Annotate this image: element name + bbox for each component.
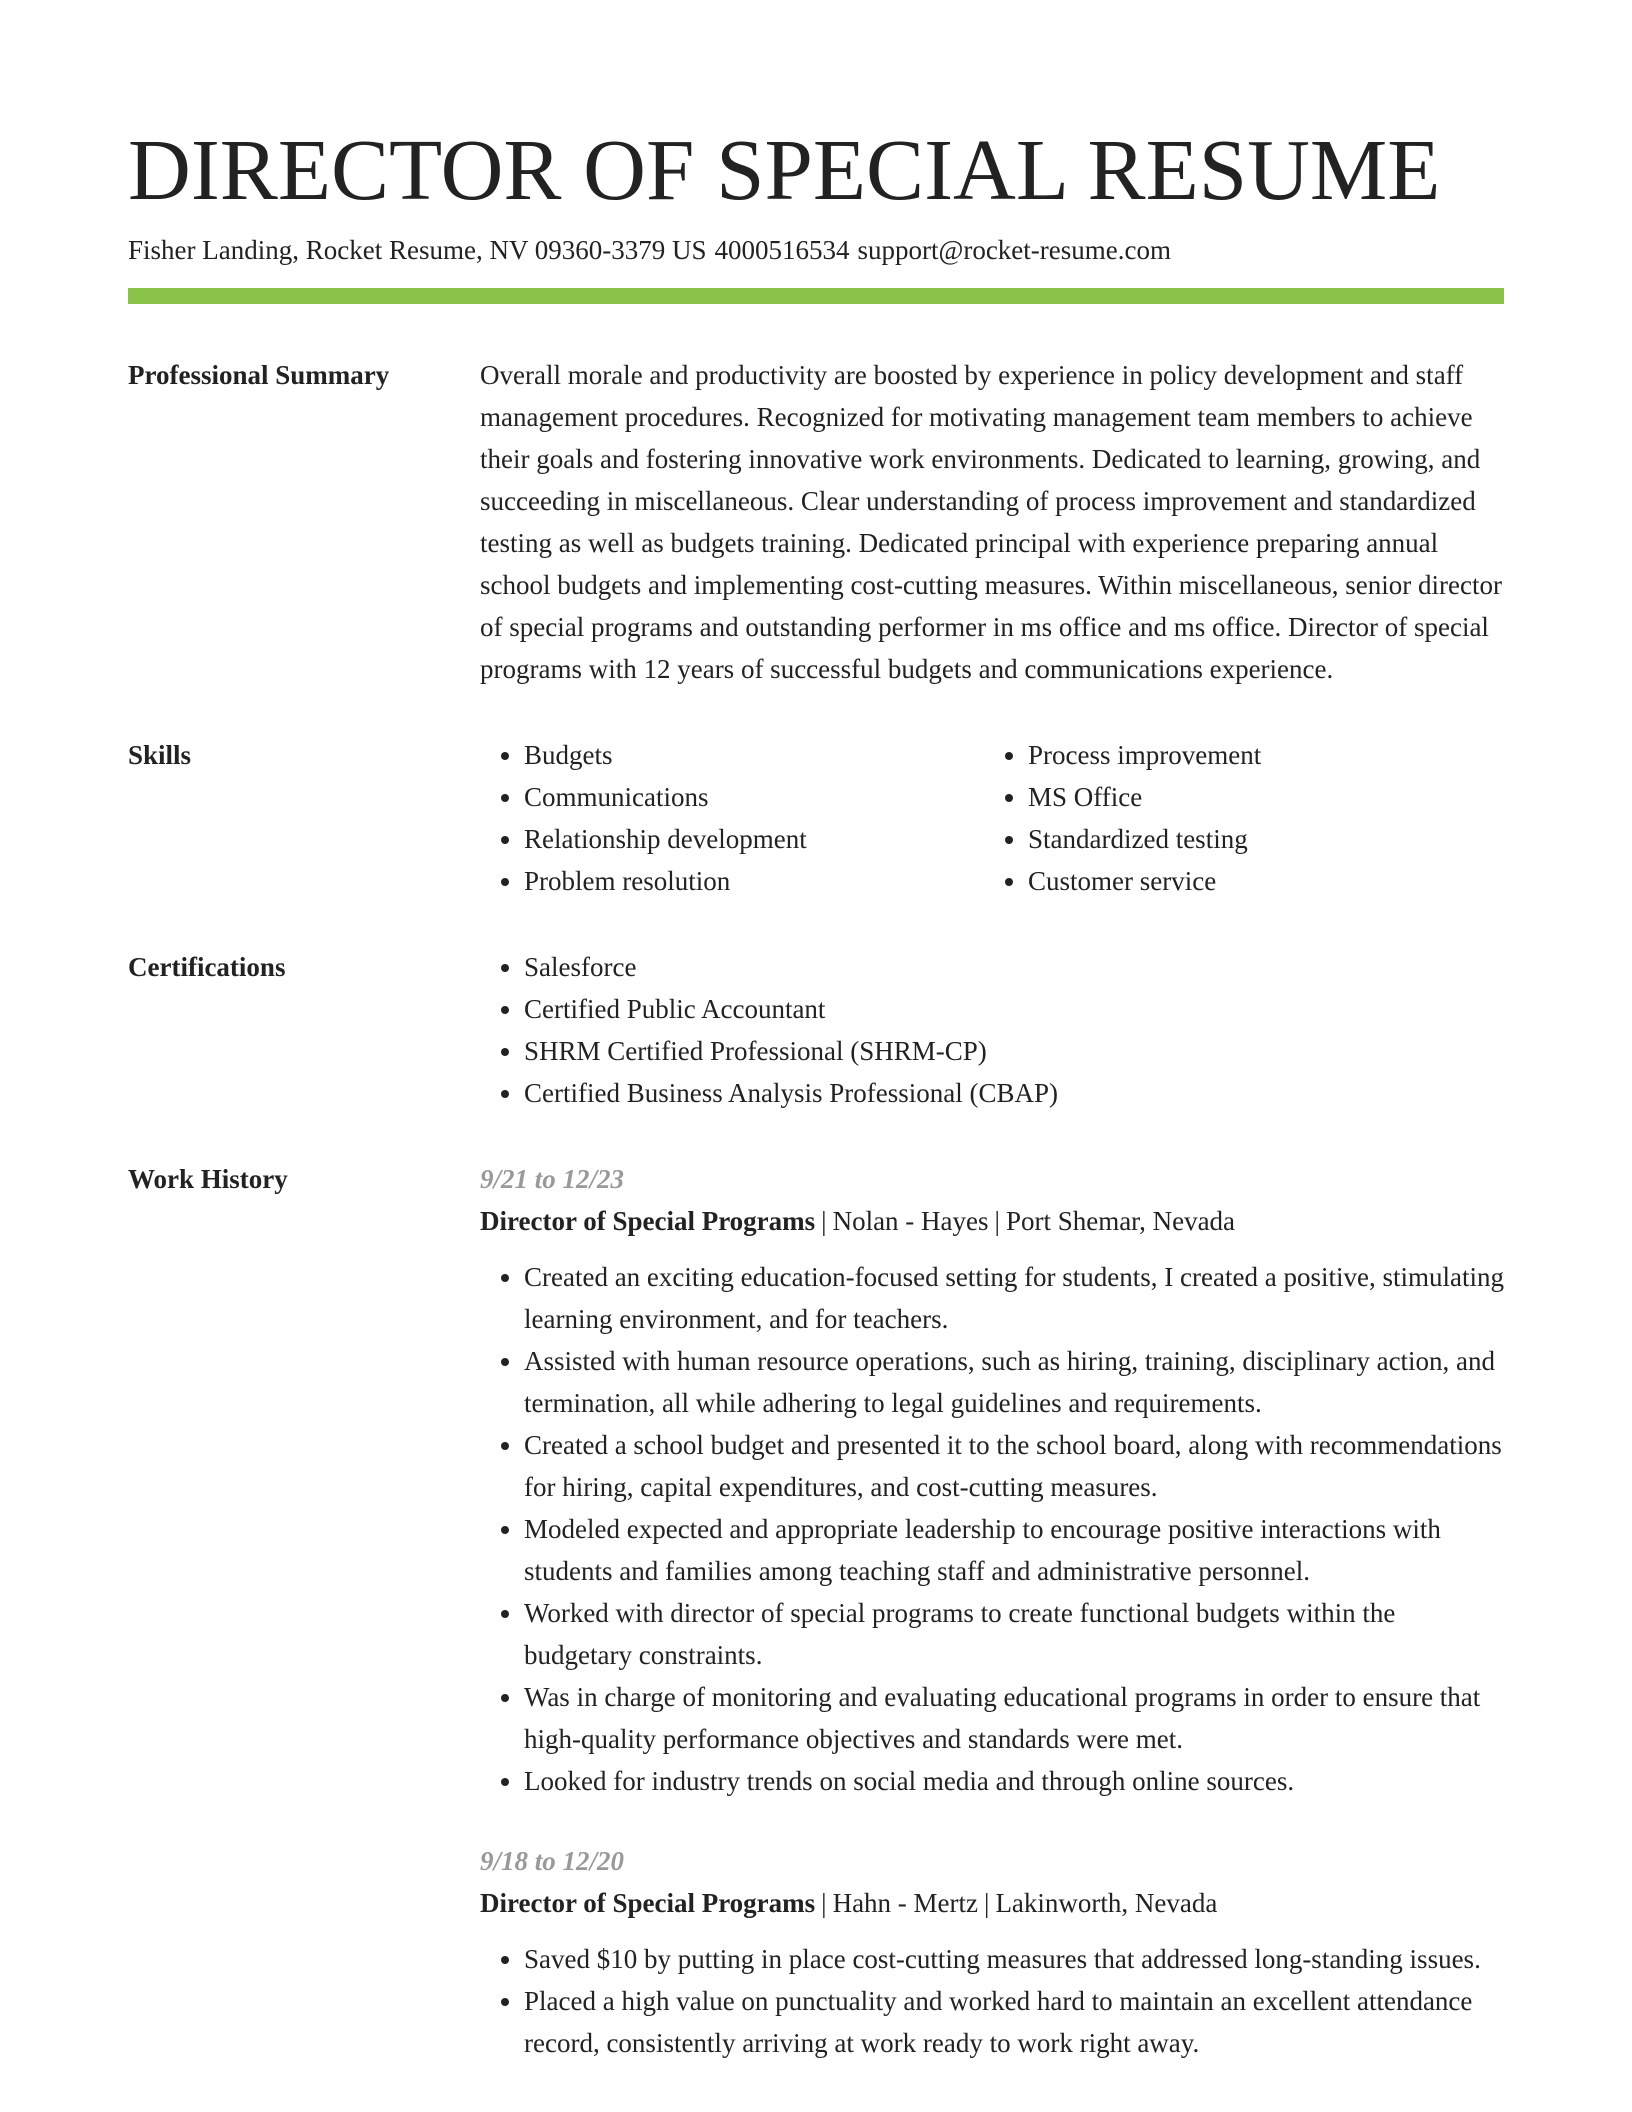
job-location: Port Shemar, Nevada <box>1005 1206 1236 1236</box>
job-location: Lakinworth, Nevada <box>995 1888 1218 1918</box>
contact-email: support@rocket-resume.com <box>857 235 1171 265</box>
job-title: Director of Special Programs <box>480 1888 816 1918</box>
summary-section <box>128 354 1504 690</box>
skill-item: • Process improvement <box>1028 734 1504 776</box>
job-duty-item: • Assisted with human resource operations, such as hiring, training, disciplinary action, and termination, all while adhering to legal guidelines and requirements. <box>524 1340 1504 1424</box>
certification-item: • Certified Business Analysis Professional (CBAP) <box>524 1072 1504 1114</box>
job-entry <box>480 1158 1504 1802</box>
job-heading <box>480 1200 1504 1242</box>
job-entry <box>480 1840 1504 2064</box>
work-history-section <box>128 1158 1504 2064</box>
job-separator: | <box>994 1206 1000 1236</box>
certifications-body <box>480 946 1504 1114</box>
summary-text: Overall morale and productivity are boosted by experience in policy development and staff management procedures. Recognized for motivating management team members to achieve their goals and fostering innovative work environments. Dedicated to learning, growing, and succeeding in miscellaneous. Clear understanding of process improvement and standardized testing as well as budgets training. Dedicated principal with experience preparing annual school budgets and implementing cost-cutting measures. Within miscellaneous, senior director of special programs and outstanding performer in ms office and ms office. Director of special programs with 12 years of successful budgets and communications experience. <box>480 360 1502 684</box>
job-dates: 9/21 to 12/23 <box>480 1164 625 1194</box>
job-duty-item: • Worked with director of special programs to create functional budgets within the budgetary constraints. <box>524 1592 1504 1676</box>
skill-item: • Relationship development <box>524 818 984 860</box>
skills-list-right <box>984 734 1504 902</box>
job-dates: 9/18 to 12/20 <box>480 1846 625 1876</box>
contact-address: Fisher Landing, Rocket Resume, NV 09360-3379 US <box>128 235 707 265</box>
skills-section <box>128 734 1504 902</box>
work-history-label: Work History <box>128 1164 288 1194</box>
contact-line <box>128 232 1504 268</box>
job-duties-list <box>480 1938 1504 2064</box>
work-history-body <box>480 1158 1504 2064</box>
certifications-section <box>128 946 1504 1114</box>
certification-item: • Certified Public Accountant <box>524 988 1504 1030</box>
job-title: Director of Special Programs <box>480 1206 816 1236</box>
job-separator: | <box>984 1888 990 1918</box>
skill-item: • Budgets <box>524 734 984 776</box>
skills-label: Skills <box>128 740 192 770</box>
certification-item: • Salesforce <box>524 946 1504 988</box>
contact-phone: 4000516534 <box>714 235 850 265</box>
resume-page <box>128 120 1504 2064</box>
job-separator: | <box>821 1206 827 1236</box>
job-duty-item: • Created an exciting education-focused setting for students, I created a positive, stimulating learning environment, and for teachers. <box>524 1256 1504 1340</box>
job-heading <box>480 1882 1504 1924</box>
certifications-label: Certifications <box>128 952 286 982</box>
skill-item: • Standardized testing <box>1028 818 1504 860</box>
job-duty-item: • Was in charge of monitoring and evaluating educational programs in order to ensure that high-quality performance objectives and standards were met. <box>524 1676 1504 1760</box>
skill-item: • Communications <box>524 776 984 818</box>
skills-body <box>480 734 1504 902</box>
certification-item: • SHRM Certified Professional (SHRM-CP) <box>524 1030 1504 1072</box>
job-company: Nolan - Hayes <box>832 1206 989 1236</box>
job-duty-item: • Looked for industry trends on social media and through online sources. <box>524 1760 1504 1802</box>
header-divider <box>128 288 1504 304</box>
job-separator: | <box>821 1888 827 1918</box>
job-duty-item: • Placed a high value on punctuality and worked hard to maintain an excellent attendance record, consistently arriving at work ready to work right away. <box>524 1980 1504 2064</box>
skill-item: • Problem resolution <box>524 860 984 902</box>
resume-title: DIRECTOR OF SPECIAL RESUME <box>128 121 1441 218</box>
skill-item: • Customer service <box>1028 860 1504 902</box>
job-duty-item: • Modeled expected and appropriate leadership to encourage positive interactions with students and families among teaching staff and administrative personnel. <box>524 1508 1504 1592</box>
skills-list-left <box>480 734 984 902</box>
job-duties-list <box>480 1256 1504 1802</box>
job-duty-item: • Created a school budget and presented it to the school board, along with recommendations for hiring, capital expenditures, and cost-cutting measures. <box>524 1424 1504 1508</box>
skill-item: • MS Office <box>1028 776 1504 818</box>
certifications-list <box>480 946 1504 1114</box>
job-duty-item: • Saved $10 by putting in place cost-cutting measures that addressed long-standing issues. <box>524 1938 1504 1980</box>
summary-label: Professional Summary <box>128 360 390 390</box>
summary-body <box>480 354 1504 690</box>
job-company: Hahn - Mertz <box>832 1888 979 1918</box>
